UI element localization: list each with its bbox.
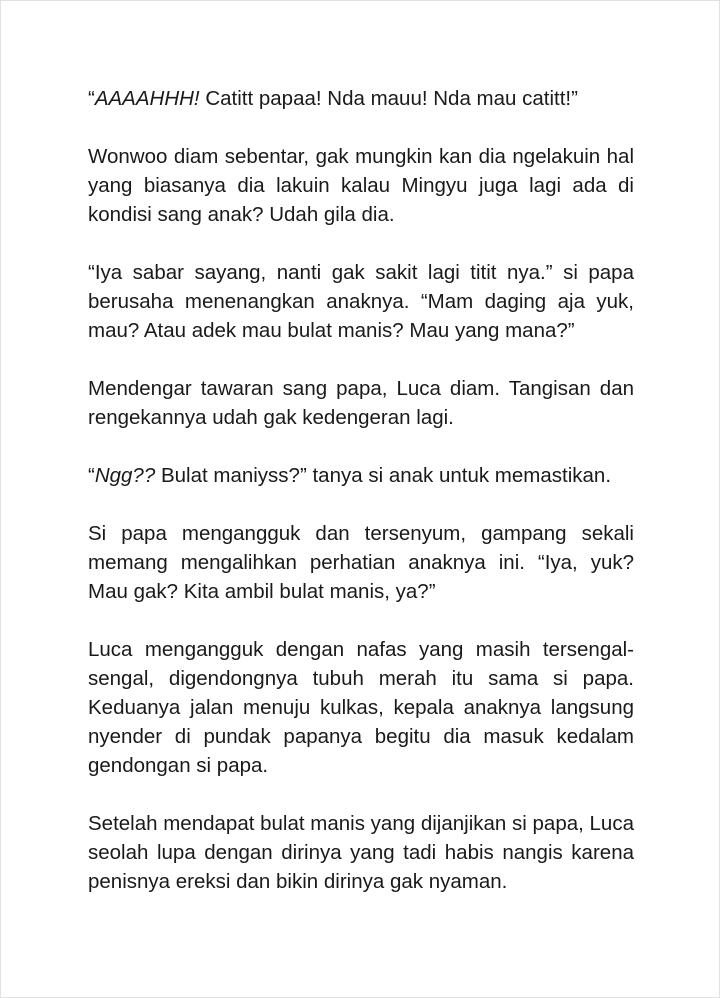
italic-exclamation: AAAAHHH! bbox=[94, 87, 200, 110]
paragraph-7: Luca mengangguk dengan nafas yang masih tersengal-sengal, digendongnya tubuh merah itu sama si papa. Keduanya jalan menuju kulkas, kepala anaknya langsung nyender di pundak papanya begitu dia masuk kedalam gendongan si papa. bbox=[88, 638, 634, 777]
paragraph-1-text: Catitt papaa! Nda mauu! Nda mau catitt!” bbox=[199, 87, 578, 110]
paragraph-4: Mendengar tawaran sang papa, Luca diam. Tangisan dan rengekannya udah gak kedengeran lagi. bbox=[88, 377, 634, 429]
italic-ngg: Ngg?? bbox=[94, 464, 156, 487]
paragraph-5-text: Bulat maniyss?” tanya si anak untuk memastikan. bbox=[155, 464, 612, 487]
paragraph-6: Si papa mengangguk dan tersenyum, gampang sekali memang mengalihkan perhatian anaknya ini. “Iya, yuk? Mau gak? Kita ambil bulat manis, ya?” bbox=[88, 522, 634, 603]
paragraph-2: Wonwoo diam sebentar, gak mungkin kan dia ngelakuin hal yang biasanya dia lakuin kalau Mingyu juga lagi ada di kondisi sang anak? Udah gila dia. bbox=[88, 145, 634, 226]
story-text bbox=[88, 84, 634, 925]
open-quote: “ bbox=[88, 464, 95, 487]
paragraph-1 bbox=[88, 84, 634, 113]
paragraph-8: Setelah mendapat bulat manis yang dijanjikan si papa, Luca seolah lupa dengan dirinya yang tadi habis nangis karena penisnya ereksi dan bikin dirinya gak nyaman. bbox=[88, 812, 634, 893]
paragraph-5 bbox=[88, 461, 634, 490]
open-quote: “ bbox=[88, 87, 95, 110]
paragraph-3: “Iya sabar sayang, nanti gak sakit lagi titit nya.” si papa berusaha menenangkan anaknya. “Mam daging aja yuk, mau? Atau adek mau bulat manis? Mau yang mana?” bbox=[88, 261, 634, 342]
